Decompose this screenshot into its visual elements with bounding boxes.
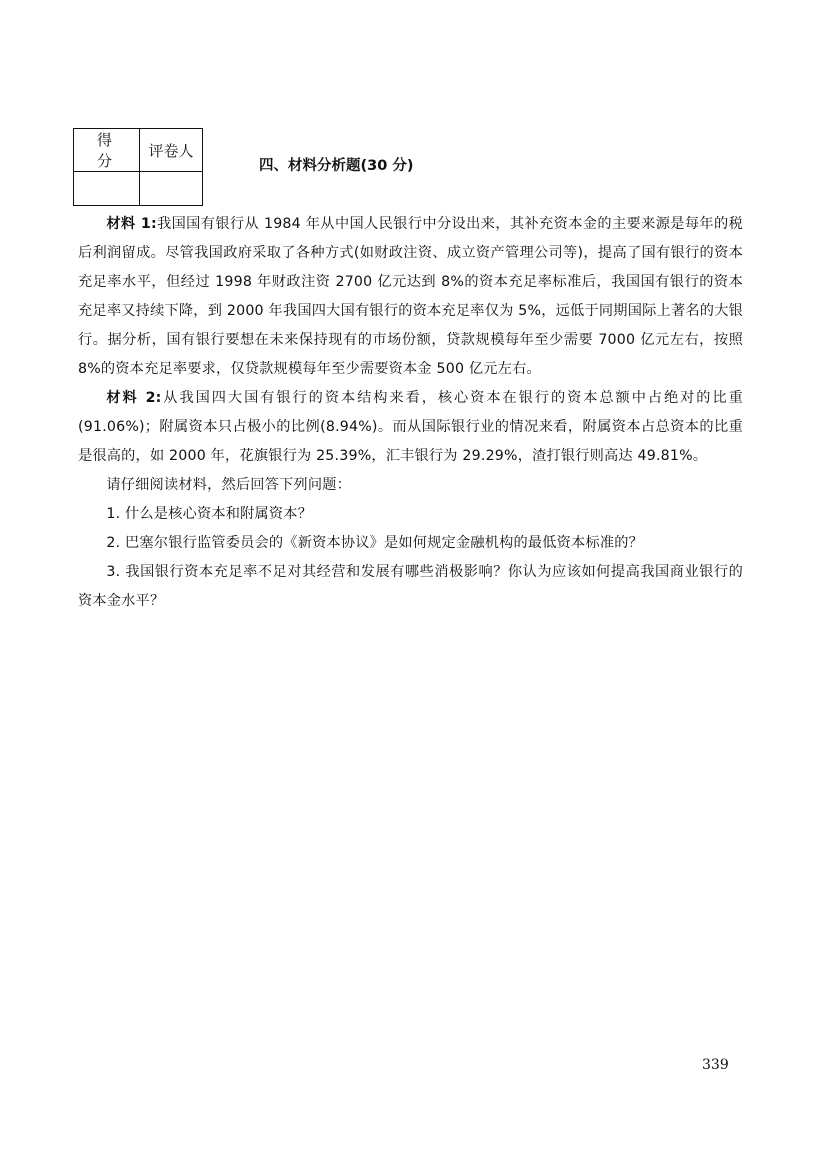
material-2-label: 材料 2: — [106, 390, 162, 406]
question-3: 3. 我国银行资本充足率不足对其经营和发展有哪些消极影响？你认为应该如何提高我国商业银行的资本金水平？ — [78, 564, 743, 609]
page-number: 339 — [702, 1057, 729, 1073]
question-2: 2. 巴塞尔银行监管委员会的《新资本协议》是如何规定金融机构的最低资本标准的？ — [106, 535, 643, 551]
material-1-text: 我国国有银行从 1984 年从中国人民银行中分设出来，其补充资本金的主要来源是每年的税后利润留成。尽管我国政府采取了各种方式(如财政注资、成立资产管理公司等)，提高了国有银行的资本充足率水平，但经过 1998 年财政注资 2700 亿元达到 8%的资本充足率标准后，我国国有银行的资本充足率又持续下降，到 2000 年我国四大国有银行的资本充足率仅为 5%，远低于同期国际上著名的大银行。据分析，国有银行要想在未来保持现有的市场份额，贷款规模每年至少需要 7000 亿元左右，按照 8%的资本充足率要求，仅贷款规模每年至少需要资本金 500 亿元左右。 — [78, 216, 743, 377]
question-1: 1. 什么是核心资本和附属资本？ — [106, 506, 313, 522]
grader-label: 评卷人 — [140, 129, 203, 172]
score-label: 得分 — [74, 129, 140, 172]
material-body — [78, 210, 743, 616]
material-1-label: 材料 1: — [106, 216, 157, 232]
section-title: 四、材料分析题(30 分) — [259, 158, 414, 174]
score-cell — [74, 172, 140, 206]
material-2-paragraph — [78, 384, 743, 471]
grader-cell — [140, 172, 203, 206]
score-table — [73, 128, 203, 206]
material-2-text: 从我国四大国有银行的资本结构来看，核心资本在银行的资本总额中占绝对的比重(91.06%)；附属资本只占极小的比例(8.94%)。而从国际银行业的情况来看，附属资本占总资本的比重是很高的，如 2000 年，花旗银行为 25.39%，汇丰银行为 29.29%，渣打银行则高达 49.81%。 — [78, 390, 743, 464]
instruction-text: 请仔细阅读材料，然后回答下列问题： — [106, 477, 351, 493]
material-1-paragraph — [78, 210, 743, 384]
